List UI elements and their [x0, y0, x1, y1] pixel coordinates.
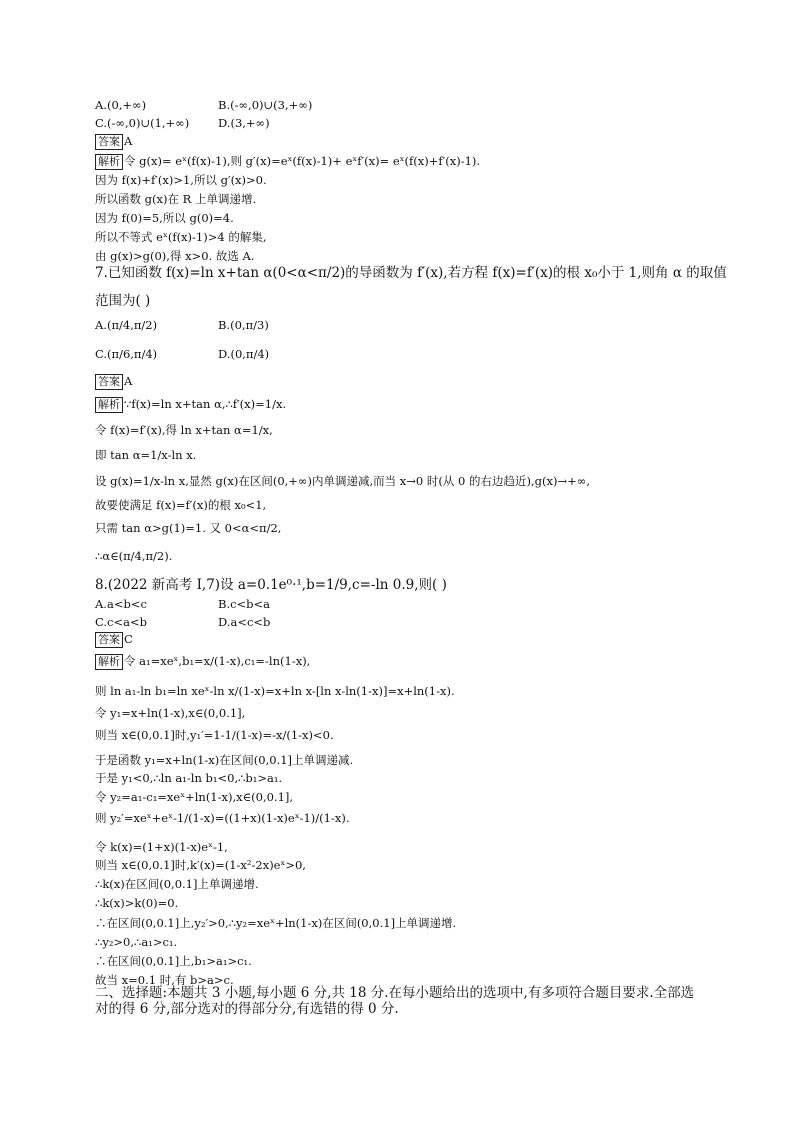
line-text: 因为 f(0)=5,所以 g(0)=4. [95, 211, 234, 225]
line-text: ∴k(x)在区间(0,0.1]上单调递增. [95, 877, 259, 891]
analysis-tag: 解析 [95, 154, 123, 170]
line-text: 则当 x∈(0,0.1]时,k′(x)=(1-x²-2x)eˣ>0, [95, 858, 306, 872]
line-text: A [124, 374, 133, 388]
line-text: ∴在区间(0,0.1]上,b₁>a₁>c₁. [95, 954, 252, 968]
option-left: A.(0,+∞) [95, 98, 147, 112]
line-text: 令 y₁=x+ln(1-x),x∈(0,0.1], [95, 706, 246, 720]
option-left: C.(-∞,0)∪(1,+∞) [95, 116, 190, 130]
text-line [95, 248, 254, 264]
line-text: 令 k(x)=(1+x)(1-x)eˣ-1, [95, 840, 228, 854]
option-left: C.(π/6,π/4) [95, 347, 158, 361]
line-text: 所以函数 g(x)在 R 上单调递增. [95, 192, 257, 206]
option-right: D.(0,π/4) [218, 347, 270, 361]
text-line [95, 614, 271, 630]
line-text: 则 y₂′=xeˣ+eˣ-1/(1-x)=((1+x)(1-x)eˣ-1)/(1-x). [95, 811, 350, 825]
line-text: 故要使满足 f(x)=f′(x)的根 x₀<1, [95, 498, 267, 512]
text-line [95, 915, 456, 931]
option-right: B.c<b<a [218, 597, 271, 611]
analysis-tag: 解析 [95, 397, 123, 413]
text-line [95, 473, 590, 489]
text-line [95, 839, 228, 855]
line-text: 所以不等式 eˣ(f(x)-1)>4 的解集, [95, 230, 267, 244]
line-text: 于是函数 y₁=x+ln(1-x)在区间(0,0.1]上单调递减. [95, 753, 354, 767]
line-text: ∴在区间(0,0.1]上,y₂′>0,∴y₂=xeˣ+ln(1-x)在区间(0,0.1]上单调递增. [95, 916, 457, 930]
text-line [95, 115, 270, 131]
line-text: A [124, 134, 133, 148]
text-line [95, 985, 694, 1001]
text-line [95, 265, 727, 281]
text-line [95, 934, 177, 950]
line-text: 令 f(x)=f′(x),得 ln x+tan α=1/x, [95, 423, 273, 437]
text-line [95, 953, 252, 969]
text-line [95, 229, 267, 245]
line-text: 则 ln a₁-ln b₁=ln xeˣ-ln x/(1-x)=x+ln x-[ln x-ln(1-x)]=x+ln(1-x). [95, 684, 455, 698]
text-line [95, 346, 270, 362]
answer-tag: 答案 [95, 374, 123, 390]
line-text: 只需 tan α>g(1)=1. 又 0<α<π/2, [95, 521, 282, 535]
text-line [95, 857, 306, 873]
text-line [95, 396, 286, 412]
line-text: 范围为( ) [95, 293, 151, 309]
text-line [95, 133, 132, 149]
answer-tag: 答案 [95, 134, 123, 150]
text-line [95, 705, 245, 721]
answer-tag: 答案 [95, 632, 123, 648]
line-text: 令 y₂=a₁-c₁=xeˣ+ln(1-x),x∈(0,0.1], [95, 790, 294, 804]
option-right: B.(-∞,0)∪(3,+∞) [218, 98, 313, 112]
line-text: 则当 x∈(0,0.1]时,y₁′=1-1/(1-x)=-x/(1-x)<0. [95, 728, 334, 742]
text-line [95, 191, 256, 207]
text-line [95, 317, 269, 333]
line-text: 故当 x=0.1 时,有 b>a>c. [95, 973, 234, 987]
line-text: 因为 f(x)+f′(x)>1,所以 g′(x)>0. [95, 173, 267, 187]
line-text: 对的得 6 分,部分选对的得部分分,有选错的得 0 分. [95, 1001, 399, 1017]
line-text: C [124, 632, 133, 646]
text-line [95, 97, 313, 113]
text-line [95, 876, 259, 892]
text-line [95, 727, 334, 743]
text-line [95, 153, 480, 169]
text-line [95, 770, 282, 786]
text-line [95, 683, 455, 699]
line-text: ∴k(x)>k(0)=0. [95, 896, 179, 910]
option-left: A.(π/4,π/2) [95, 318, 158, 332]
line-text: 令 a₁=xeˣ,b₁=x/(1-x),c₁=-ln(1-x), [124, 654, 311, 668]
text-line [95, 895, 178, 911]
text-line [95, 497, 266, 513]
text-line [95, 631, 133, 647]
line-text: ∴y₂>0,∴a₁>c₁. [95, 935, 178, 949]
text-line [95, 293, 150, 309]
line-text: 二、选择题:本题共 3 小题,每小题 6 分,共 18 分.在每小题给出的选项中,有多项符合题目要求.全部选 [95, 985, 695, 1001]
line-text: 令 g(x)= eˣ(f(x)-1),则 g′(x)=eˣ(f(x)-1)+ eˣf′(x)= eˣ(f(x)+f′(x)-1). [124, 154, 481, 168]
text-line [95, 789, 293, 805]
text-line [95, 577, 447, 593]
text-line [95, 653, 310, 669]
text-line [95, 596, 271, 612]
text-line [95, 520, 281, 536]
text-line [95, 548, 172, 564]
text-line [95, 447, 196, 463]
option-right: D.(3,+∞) [218, 116, 270, 130]
option-left: C.c<a<b [95, 615, 147, 629]
text-line [95, 373, 132, 389]
line-text: 由 g(x)>g(0),得 x>0. 故选 A. [95, 249, 255, 263]
line-text: 8.(2022 新高考 Ⅰ,7)设 a=0.1e⁰·¹,b=1/9,c=-ln 0.9,则( ) [95, 577, 447, 593]
line-text: 7.已知函数 f(x)=ln x+tan α(0<α<π/2)的导函数为 f′(x),若方程 f(x)=f′(x)的根 x₀小于 1,则角 α 的取值 [95, 265, 727, 281]
text-line [95, 810, 349, 826]
line-text: 于是 y₁<0,∴ln a₁-ln b₁<0,∴b₁>a₁. [95, 771, 283, 785]
text-line [95, 752, 353, 768]
line-text: ∴α∈(π/4,π/2). [95, 549, 173, 563]
line-text: ∵f(x)=ln x+tan α,∴f′(x)=1/x. [124, 397, 287, 411]
option-left: A.a<b<c [95, 597, 147, 611]
analysis-tag: 解析 [95, 654, 123, 670]
text-line [95, 422, 273, 438]
text-line [95, 1001, 399, 1017]
line-text: 即 tan α=1/x-ln x. [95, 448, 197, 462]
text-line [95, 210, 234, 226]
option-right: D.a<c<b [218, 615, 271, 629]
line-text: 设 g(x)=1/x-ln x,显然 g(x)在区间(0,+∞)内单调递减,而当 x→0 时(从 0 的右边趋近),g(x)→+∞, [95, 474, 590, 488]
text-line [95, 172, 267, 188]
option-right: B.(0,π/3) [218, 318, 269, 332]
